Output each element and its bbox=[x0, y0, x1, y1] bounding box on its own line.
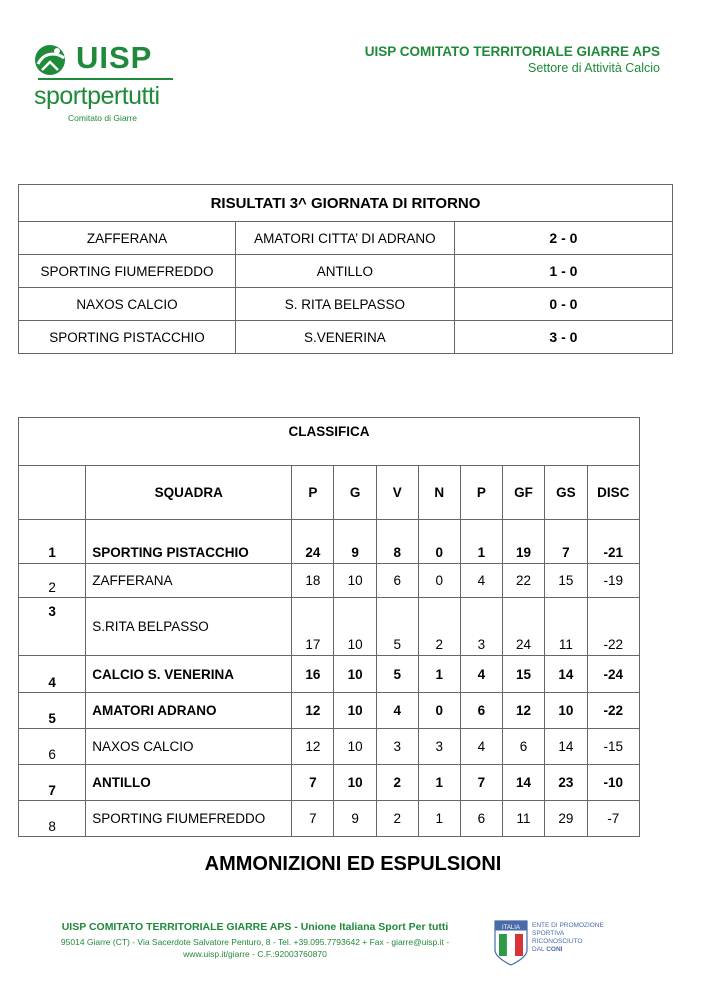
standings-title-row bbox=[19, 418, 640, 466]
standings-team: CALCIO S. VENERINA bbox=[86, 656, 292, 693]
standings-discipline: -10 bbox=[587, 765, 639, 801]
result-row bbox=[19, 321, 673, 354]
standings-goals-for: 15 bbox=[502, 656, 544, 693]
coni-badge-label: ITALIA bbox=[502, 925, 520, 931]
standings-team: ANTILLO bbox=[86, 765, 292, 801]
standings-points: 18 bbox=[292, 564, 334, 598]
standings-played: 10 bbox=[334, 598, 376, 656]
standings-played: 10 bbox=[334, 564, 376, 598]
standings-goals-against: 11 bbox=[545, 598, 587, 656]
result-row bbox=[19, 255, 673, 288]
standings-goals-for: 22 bbox=[502, 564, 544, 598]
header-sector: Settore di Attività Calcio bbox=[527, 61, 660, 75]
standings-played: 10 bbox=[334, 693, 376, 729]
uisp-logo bbox=[30, 40, 180, 125]
standings-table bbox=[18, 417, 640, 837]
standings-row bbox=[19, 765, 640, 801]
standings-points: 7 bbox=[292, 765, 334, 801]
standings-team: S.RITA BELPASSO bbox=[86, 598, 292, 656]
standings-discipline: -24 bbox=[587, 656, 639, 693]
coni-line-2: SPORTIVA bbox=[532, 930, 565, 937]
standings-column-header: P bbox=[292, 466, 334, 520]
coni-line-4-bold: CONI bbox=[546, 946, 563, 953]
standings-won: 5 bbox=[376, 598, 418, 656]
standings-row bbox=[19, 564, 640, 598]
standings-team: AMATORI ADRANO bbox=[86, 693, 292, 729]
standings-discipline: -21 bbox=[587, 520, 639, 564]
standings-goals-for: 19 bbox=[502, 520, 544, 564]
standings-column-header: N bbox=[418, 466, 460, 520]
standings-drawn: 1 bbox=[418, 801, 460, 837]
standings-won: 4 bbox=[376, 693, 418, 729]
standings-row bbox=[19, 520, 640, 564]
result-away-team: S.VENERINA bbox=[235, 321, 454, 354]
standings-goals-for: 6 bbox=[502, 729, 544, 765]
uisp-runner-icon bbox=[30, 42, 70, 78]
italia-shield-icon bbox=[494, 920, 528, 966]
result-home-team: SPORTING PISTACCHIO bbox=[19, 321, 236, 354]
footer bbox=[30, 921, 480, 960]
footer-address: 95014 Giarre (CT) - Via Sacerdote Salvatore Penturo, 8 - Tel. +39.095.7793642 + Fax - giarre@uisp.it - www.uisp.it/giarre - C.F.:92003760870 bbox=[60, 937, 450, 959]
standings-goals-against: 23 bbox=[545, 765, 587, 801]
standings-position: 4 bbox=[19, 656, 86, 693]
standings-discipline: -19 bbox=[587, 564, 639, 598]
logo-tagline: sportpertutti bbox=[34, 82, 160, 110]
standings-goals-against: 7 bbox=[545, 520, 587, 564]
standings-points: 17 bbox=[292, 598, 334, 656]
standings-drawn: 0 bbox=[418, 693, 460, 729]
result-score: 2 - 0 bbox=[454, 222, 672, 255]
standings-played: 10 bbox=[334, 656, 376, 693]
standings-drawn: 0 bbox=[418, 564, 460, 598]
standings-lost: 7 bbox=[460, 765, 502, 801]
standings-played: 9 bbox=[334, 520, 376, 564]
standings-won: 6 bbox=[376, 564, 418, 598]
result-score: 0 - 0 bbox=[454, 288, 672, 321]
footer-org: UISP COMITATO TERRITORIALE GIARRE APS - Unione Italiana Sport Per tutti bbox=[61, 921, 449, 933]
standings-drawn: 1 bbox=[418, 656, 460, 693]
coni-line-4 bbox=[532, 946, 604, 954]
coni-text bbox=[532, 922, 604, 954]
coni-line-4-prefix: DAL bbox=[532, 946, 545, 953]
standings-won: 2 bbox=[376, 801, 418, 837]
standings-team: ZAFFERANA bbox=[86, 564, 292, 598]
coni-badge bbox=[494, 920, 614, 970]
standings-played: 10 bbox=[334, 765, 376, 801]
standings-lost: 4 bbox=[460, 729, 502, 765]
standings-played: 9 bbox=[334, 801, 376, 837]
standings-points: 12 bbox=[292, 693, 334, 729]
standings-row bbox=[19, 656, 640, 693]
standings-column-header bbox=[19, 466, 86, 520]
standings-column-header: GS bbox=[545, 466, 587, 520]
standings-won: 2 bbox=[376, 765, 418, 801]
result-score: 3 - 0 bbox=[454, 321, 672, 354]
standings-played: 10 bbox=[334, 729, 376, 765]
results-table bbox=[18, 184, 673, 354]
standings-points: 16 bbox=[292, 656, 334, 693]
result-home-team: ZAFFERANA bbox=[19, 222, 236, 255]
standings-team: SPORTING PISTACCHIO bbox=[86, 520, 292, 564]
standings-position: 3 bbox=[19, 598, 86, 656]
standings-goals-against: 14 bbox=[545, 729, 587, 765]
standings-goals-for: 11 bbox=[502, 801, 544, 837]
results-title: RISULTATI 3^ GIORNATA DI RITORNO bbox=[19, 185, 673, 222]
standings-won: 3 bbox=[376, 729, 418, 765]
standings-row bbox=[19, 729, 640, 765]
standings-drawn: 1 bbox=[418, 765, 460, 801]
standings-position: 8 bbox=[19, 801, 86, 837]
standings-lost: 6 bbox=[460, 801, 502, 837]
standings-position: 5 bbox=[19, 693, 86, 729]
standings-goals-against: 10 bbox=[545, 693, 587, 729]
result-score: 1 - 0 bbox=[454, 255, 672, 288]
result-away-team: AMATORI CITTA’ DI ADRANO bbox=[235, 222, 454, 255]
result-row bbox=[19, 288, 673, 321]
coni-line-1: ENTE DI PROMOZIONE bbox=[532, 922, 604, 929]
standings-column-header: G bbox=[334, 466, 376, 520]
standings-lost: 3 bbox=[460, 598, 502, 656]
standings-drawn: 2 bbox=[418, 598, 460, 656]
standings-points: 7 bbox=[292, 801, 334, 837]
header-info bbox=[365, 44, 660, 75]
standings-row bbox=[19, 598, 640, 656]
standings-points: 24 bbox=[292, 520, 334, 564]
header-org-name: UISP COMITATO TERRITORIALE GIARRE APS bbox=[364, 44, 660, 59]
standings-goals-against: 14 bbox=[545, 656, 587, 693]
coni-line-3: RICONOSCIUTO bbox=[532, 938, 583, 945]
standings-points: 12 bbox=[292, 729, 334, 765]
standings-column-header: DISC bbox=[587, 466, 639, 520]
standings-column-header: SQUADRA bbox=[86, 466, 292, 520]
standings-drawn: 0 bbox=[418, 520, 460, 564]
standings-title: CLASSIFICA bbox=[19, 418, 640, 466]
standings-goals-for: 12 bbox=[502, 693, 544, 729]
standings-position: 2 bbox=[19, 564, 86, 598]
standings-goals-against: 15 bbox=[545, 564, 587, 598]
standings-goals-for: 24 bbox=[502, 598, 544, 656]
logo-brand: UISP bbox=[76, 40, 153, 75]
standings-team: NAXOS CALCIO bbox=[86, 729, 292, 765]
standings-discipline: -7 bbox=[587, 801, 639, 837]
standings-lost: 4 bbox=[460, 564, 502, 598]
standings-position: 7 bbox=[19, 765, 86, 801]
standings-column-header: GF bbox=[502, 466, 544, 520]
standings-position: 1 bbox=[19, 520, 86, 564]
standings-goals-for: 14 bbox=[502, 765, 544, 801]
section-title: AMMONIZIONI ED ESPULSIONI bbox=[204, 853, 502, 875]
standings-discipline: -22 bbox=[587, 598, 639, 656]
result-home-team: NAXOS CALCIO bbox=[19, 288, 236, 321]
standings-won: 8 bbox=[376, 520, 418, 564]
standings-won: 5 bbox=[376, 656, 418, 693]
logo-divider bbox=[38, 78, 173, 80]
standings-row bbox=[19, 801, 640, 837]
standings-drawn: 3 bbox=[418, 729, 460, 765]
logo-committee: Comitato di Giarre bbox=[68, 113, 137, 123]
standings-team: SPORTING FIUMEFREDDO bbox=[86, 801, 292, 837]
result-row bbox=[19, 222, 673, 255]
result-away-team: ANTILLO bbox=[235, 255, 454, 288]
standings-position: 6 bbox=[19, 729, 86, 765]
standings-column-header: P bbox=[460, 466, 502, 520]
standings-discipline: -15 bbox=[587, 729, 639, 765]
standings-lost: 1 bbox=[460, 520, 502, 564]
standings-lost: 6 bbox=[460, 693, 502, 729]
results-title-row bbox=[19, 185, 673, 222]
result-home-team: SPORTING FIUMEFREDDO bbox=[19, 255, 236, 288]
standings-discipline: -22 bbox=[587, 693, 639, 729]
standings-column-header: V bbox=[376, 466, 418, 520]
standings-row bbox=[19, 693, 640, 729]
standings-lost: 4 bbox=[460, 656, 502, 693]
result-away-team: S. RITA BELPASSO bbox=[235, 288, 454, 321]
standings-header-row bbox=[19, 466, 640, 520]
standings-goals-against: 29 bbox=[545, 801, 587, 837]
